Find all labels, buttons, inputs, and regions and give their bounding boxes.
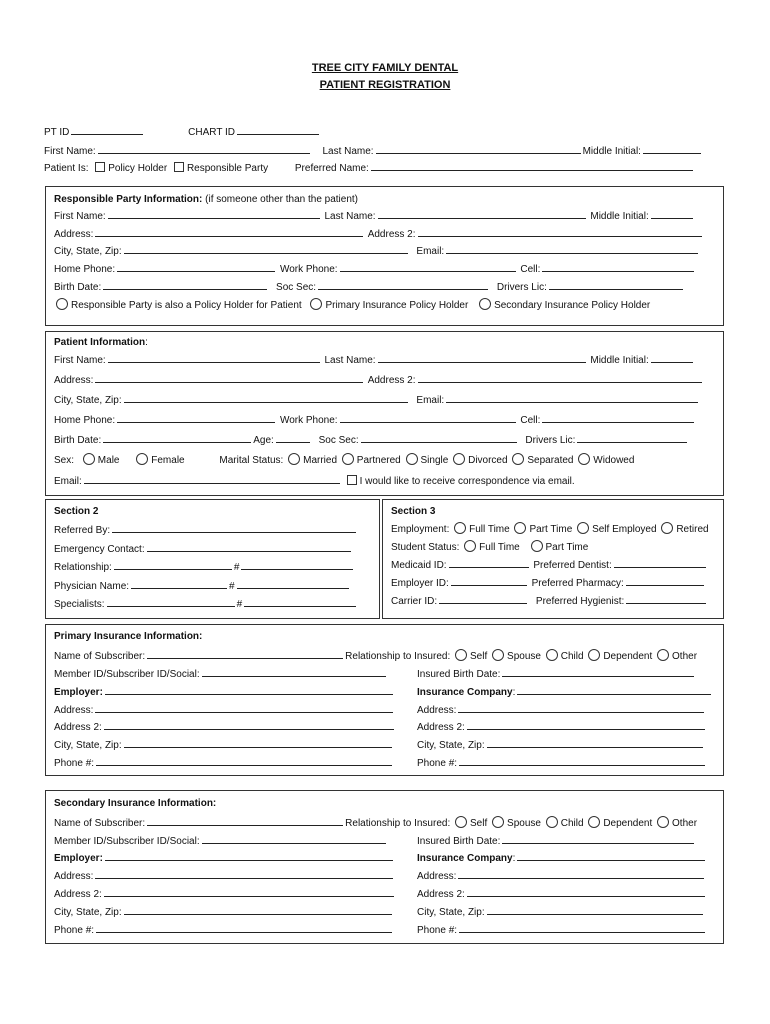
pi-email-label: Email: bbox=[54, 476, 82, 487]
pi-middle-initial-field[interactable] bbox=[651, 353, 693, 363]
p-birth-row bbox=[417, 667, 696, 680]
s-birth-label: Insured Birth Date: bbox=[417, 836, 501, 847]
s-company-row: Insurance Company: bbox=[417, 851, 707, 864]
p-company-field[interactable] bbox=[517, 685, 711, 695]
p-rel-self-label: Self bbox=[470, 651, 488, 662]
p-address-r-label: Address: bbox=[417, 705, 457, 716]
pt-id-label: PT ID bbox=[44, 127, 70, 138]
p-phone-label: Phone #: bbox=[54, 758, 95, 769]
marital-married-label: Married bbox=[303, 455, 338, 466]
rp-heading: Responsible Party Information: bbox=[54, 194, 203, 205]
marital-status-label: Marital Status: bbox=[219, 455, 284, 466]
preferred-hygienist-field[interactable] bbox=[626, 594, 706, 604]
s-phone-r-row bbox=[417, 923, 707, 936]
p-member-id-label: Member ID/Subscriber ID/Social: bbox=[54, 669, 200, 680]
p-city-r-row bbox=[417, 738, 705, 751]
relationship-row bbox=[54, 560, 355, 573]
pi-home-phone-field[interactable] bbox=[117, 413, 275, 423]
pi-last-name-field[interactable] bbox=[378, 353, 586, 363]
pi-address-label: Address: bbox=[54, 375, 94, 386]
student-part-time-radio[interactable] bbox=[531, 540, 543, 552]
p-rel-dependent-label: Dependent bbox=[603, 651, 653, 662]
rp-soc-sec-field[interactable] bbox=[318, 280, 488, 290]
pi-last-name-label: Last Name: bbox=[324, 355, 376, 366]
employment-part-time-radio[interactable] bbox=[514, 522, 526, 534]
p-subscriber-label: Name of Subscriber: bbox=[54, 651, 146, 662]
carrier-id-field[interactable] bbox=[439, 594, 527, 604]
rp-drivers-lic-label: Drivers Lic: bbox=[496, 282, 547, 293]
section-2-heading: Section 2 bbox=[54, 506, 99, 517]
employment-full-time-label: Full Time bbox=[469, 524, 510, 535]
pi-first-name-label: First Name: bbox=[54, 355, 106, 366]
s-employer-row bbox=[54, 851, 395, 864]
pi-work-phone-field[interactable] bbox=[340, 413, 516, 423]
first-name-label: First Name: bbox=[44, 146, 96, 157]
relationship-label: Relationship: bbox=[54, 562, 112, 573]
p-phone-r-label: Phone #: bbox=[417, 758, 458, 769]
s-address-field[interactable] bbox=[95, 869, 393, 879]
p-address2-r-label: Address 2: bbox=[417, 722, 465, 733]
p-birth-field[interactable] bbox=[502, 667, 694, 677]
student-part-time-label: Part Time bbox=[545, 542, 589, 553]
marital-partnered-label: Partnered bbox=[356, 455, 401, 466]
p-relationship-label: Relationship to Insured: bbox=[345, 651, 451, 662]
rp-drivers-lic-field[interactable] bbox=[549, 280, 683, 290]
pi-cell-field[interactable] bbox=[542, 413, 694, 423]
employment-self-radio[interactable] bbox=[577, 522, 589, 534]
rp-address-label: Address: bbox=[54, 229, 94, 240]
s-company-label: Insurance Company bbox=[417, 853, 513, 864]
s-rel-child-label: Child bbox=[560, 818, 584, 829]
pi-email-row bbox=[54, 474, 575, 487]
pi-cell-label: Cell: bbox=[520, 415, 541, 426]
s-address2-label: Address 2: bbox=[54, 889, 102, 900]
p-member-id-field[interactable] bbox=[202, 667, 386, 677]
s-city-row bbox=[54, 905, 394, 918]
rp-city-field[interactable] bbox=[124, 244, 408, 254]
p-address-r-row bbox=[417, 703, 706, 716]
rp-secondary-holder-radio[interactable] bbox=[479, 298, 491, 310]
marital-partnered-radio[interactable] bbox=[342, 453, 354, 465]
specialists-label: Specialists: bbox=[54, 599, 105, 610]
student-full-time-label: Full Time bbox=[479, 542, 520, 553]
p-address-r-field[interactable] bbox=[458, 703, 704, 713]
p-employer-label: Employer: bbox=[54, 687, 103, 698]
s-rel-spouse-label: Spouse bbox=[507, 818, 541, 829]
p-company-label: Insurance Company bbox=[417, 687, 513, 698]
employer-id-row bbox=[391, 576, 706, 589]
policy-holder-checkbox[interactable] bbox=[95, 162, 105, 172]
pi-address2-field[interactable] bbox=[418, 373, 702, 383]
rp-primary-holder-label: Primary Insurance Policy Holder bbox=[325, 300, 469, 311]
pi-age-label: Age: bbox=[253, 435, 274, 446]
p-city-r-label: City, State, Zip: bbox=[417, 740, 485, 751]
referred-by-label: Referred By: bbox=[54, 525, 111, 536]
s-subscriber-row bbox=[54, 816, 697, 829]
pi-address-row bbox=[54, 373, 704, 386]
pi-work-phone-label: Work Phone: bbox=[279, 415, 338, 426]
rp-address-row bbox=[54, 227, 704, 240]
s-rel-self-radio[interactable] bbox=[455, 816, 467, 828]
p-rel-other-label: Other bbox=[672, 651, 698, 662]
physician-row bbox=[54, 579, 351, 592]
preferred-dentist-field[interactable] bbox=[614, 558, 706, 568]
p-city-field[interactable] bbox=[124, 738, 392, 748]
pi-sex-row bbox=[54, 453, 634, 466]
s-address2-row bbox=[54, 887, 396, 900]
p-rel-dependent-radio[interactable] bbox=[588, 649, 600, 661]
s-address-r-label: Address: bbox=[417, 871, 457, 882]
p-member-row bbox=[54, 667, 388, 680]
p-address2-field[interactable] bbox=[104, 720, 394, 730]
s-relationship-label: Relationship to Insured: bbox=[345, 818, 451, 829]
policy-holder-label: Policy Holder bbox=[108, 163, 168, 174]
email-consent-checkbox[interactable] bbox=[347, 475, 357, 485]
s-rel-self-label: Self bbox=[470, 818, 488, 829]
s-rel-spouse-radio[interactable] bbox=[492, 816, 504, 828]
pi-home-phone-label: Home Phone: bbox=[54, 415, 116, 426]
relationship-field[interactable] bbox=[114, 560, 232, 570]
p-rel-spouse-label: Spouse bbox=[507, 651, 541, 662]
rp-cell-label: Cell: bbox=[520, 264, 541, 275]
chart-id-field[interactable] bbox=[237, 125, 319, 135]
s-rel-child-radio[interactable] bbox=[546, 816, 558, 828]
rp-first-name-label: First Name: bbox=[54, 211, 106, 222]
physician-phone-field[interactable] bbox=[237, 579, 349, 589]
student-full-time-radio[interactable] bbox=[464, 540, 476, 552]
s-birth-row bbox=[417, 834, 696, 847]
rp-city-row bbox=[54, 244, 700, 257]
p-subscriber-row bbox=[54, 649, 697, 662]
pt-id-row bbox=[44, 125, 321, 138]
pi-birth-date-label: Birth Date: bbox=[54, 435, 102, 446]
s-phone-label: Phone #: bbox=[54, 925, 95, 936]
rp-primary-holder-radio[interactable] bbox=[310, 298, 322, 310]
chart-id-label: CHART ID bbox=[188, 127, 236, 138]
p-phone-row bbox=[54, 756, 394, 769]
emergency-row bbox=[54, 542, 353, 555]
emergency-contact-label: Emergency Contact: bbox=[54, 544, 145, 555]
p-city-row bbox=[54, 738, 394, 751]
s-phone-r-field[interactable] bbox=[459, 923, 705, 933]
rp-soc-sec-label: Soc Sec: bbox=[276, 282, 317, 293]
s-address2-r-label: Address 2: bbox=[417, 889, 465, 900]
responsible-party-label: Responsible Party bbox=[186, 163, 269, 174]
form-subtitle: PATIENT REGISTRATION bbox=[319, 79, 451, 91]
s-subscriber-field[interactable] bbox=[147, 816, 343, 826]
physician-name-field[interactable] bbox=[131, 579, 227, 589]
p-city-label: City, State, Zip: bbox=[54, 740, 122, 751]
rp-city-label: City, State, Zip: bbox=[54, 246, 122, 257]
marital-married-radio[interactable] bbox=[288, 453, 300, 465]
rp-options-row bbox=[54, 298, 650, 311]
p-rel-self-radio[interactable] bbox=[455, 649, 467, 661]
s-address2-field[interactable] bbox=[104, 887, 394, 897]
medicaid-id-field[interactable] bbox=[449, 558, 529, 568]
s-address2-r-field[interactable] bbox=[467, 887, 705, 897]
preferred-pharmacy-label: Preferred Pharmacy: bbox=[531, 578, 624, 589]
employment-self-label: Self Employed bbox=[592, 524, 657, 535]
rp-address-field[interactable] bbox=[95, 227, 363, 237]
middle-initial-field[interactable] bbox=[643, 144, 701, 154]
employment-part-time-label: Part Time bbox=[529, 524, 573, 535]
pi-soc-sec-label: Soc Sec: bbox=[318, 435, 359, 446]
s-phone-row bbox=[54, 923, 394, 936]
p-rel-child-label: Child bbox=[560, 651, 584, 662]
s-member-id-field[interactable] bbox=[202, 834, 386, 844]
rp-work-phone-label: Work Phone: bbox=[279, 264, 338, 275]
pi-email-field[interactable] bbox=[84, 474, 340, 484]
secondary-insurance-heading: Secondary Insurance Information: bbox=[54, 798, 217, 809]
specialists-field[interactable] bbox=[107, 597, 235, 607]
rp-middle-initial-field[interactable] bbox=[651, 209, 693, 219]
s-address-r-field[interactable] bbox=[458, 869, 704, 879]
s-company-field[interactable] bbox=[517, 851, 705, 861]
preferred-name-field[interactable] bbox=[371, 161, 693, 171]
p-birth-label: Insured Birth Date: bbox=[417, 669, 501, 680]
s-rel-dependent-label: Dependent bbox=[603, 818, 653, 829]
s-member-id-label: Member ID/Subscriber ID/Social: bbox=[54, 836, 200, 847]
p-city-r-field[interactable] bbox=[487, 738, 703, 748]
s-rel-dependent-radio[interactable] bbox=[588, 816, 600, 828]
marital-widowed-radio[interactable] bbox=[578, 453, 590, 465]
rp-cell-field[interactable] bbox=[542, 262, 694, 272]
s-city-field[interactable] bbox=[124, 905, 392, 915]
s-phone-r-label: Phone #: bbox=[417, 925, 458, 936]
medicaid-id-label: Medicaid ID: bbox=[391, 560, 447, 571]
relationship-hash: # bbox=[233, 562, 240, 573]
pi-email2-label: Email: bbox=[416, 395, 445, 406]
pi-city-field[interactable] bbox=[124, 393, 408, 403]
last-name-label: Last Name: bbox=[322, 146, 374, 157]
specialists-hash: # bbox=[236, 599, 243, 610]
rp-birth-date-label: Birth Date: bbox=[54, 282, 102, 293]
rp-address2-label: Address 2: bbox=[367, 229, 416, 240]
medicaid-row bbox=[391, 558, 708, 571]
p-address-label: Address: bbox=[54, 705, 94, 716]
employment-row bbox=[391, 522, 709, 535]
p-address-field[interactable] bbox=[95, 703, 393, 713]
marital-separated-radio[interactable] bbox=[512, 453, 524, 465]
p-company-row: Insurance Company: bbox=[417, 685, 713, 698]
rp-heading-note: (if someone other than the patient) bbox=[205, 194, 359, 205]
s-city-r-field[interactable] bbox=[487, 905, 703, 915]
pi-heading: Patient Information bbox=[54, 337, 146, 348]
rp-also-policy-holder-radio[interactable] bbox=[56, 298, 68, 310]
s-city-label: City, State, Zip: bbox=[54, 907, 122, 918]
rp-address2-field[interactable] bbox=[418, 227, 702, 237]
preferred-dentist-label: Preferred Dentist: bbox=[533, 560, 612, 571]
s-subscriber-label: Name of Subscriber: bbox=[54, 818, 146, 829]
employment-retired-label: Retired bbox=[676, 524, 709, 535]
sex-male-radio[interactable] bbox=[83, 453, 95, 465]
p-phone-r-row bbox=[417, 756, 707, 769]
student-status-label: Student Status: bbox=[391, 542, 460, 553]
rp-birth-row bbox=[54, 280, 685, 293]
rp-email-label: Email: bbox=[416, 246, 445, 257]
responsible-party-checkbox[interactable] bbox=[174, 162, 184, 172]
p-rel-child-radio[interactable] bbox=[546, 649, 558, 661]
rp-last-name-label: Last Name: bbox=[324, 211, 376, 222]
sex-female-label: Female bbox=[151, 455, 185, 466]
section-3-heading: Section 3 bbox=[391, 506, 436, 517]
marital-single-label: Single bbox=[420, 455, 449, 466]
preferred-name-label: Preferred Name: bbox=[294, 163, 369, 174]
marital-divorced-label: Divorced bbox=[468, 455, 508, 466]
p-subscriber-field[interactable] bbox=[147, 649, 343, 659]
pi-age-field[interactable] bbox=[276, 433, 310, 443]
pi-city-row bbox=[54, 393, 700, 406]
s-employer-field[interactable] bbox=[105, 851, 393, 861]
carrier-id-row bbox=[391, 594, 708, 607]
pi-first-name-field[interactable] bbox=[108, 353, 320, 363]
pi-name-row bbox=[54, 353, 695, 366]
pi-middle-initial-label: Middle Initial: bbox=[590, 355, 649, 366]
s-address-label: Address: bbox=[54, 871, 94, 882]
employment-label: Employment: bbox=[391, 524, 450, 535]
p-rel-spouse-radio[interactable] bbox=[492, 649, 504, 661]
pi-address-field[interactable] bbox=[95, 373, 363, 383]
first-name-field[interactable] bbox=[98, 144, 310, 154]
specialists-phone-field[interactable] bbox=[244, 597, 356, 607]
physician-name-label: Physician Name: bbox=[54, 581, 130, 592]
emergency-contact-field[interactable] bbox=[147, 542, 351, 552]
s-phone-field[interactable] bbox=[96, 923, 392, 933]
student-row bbox=[391, 540, 588, 553]
rp-birth-date-field[interactable] bbox=[103, 280, 267, 290]
marital-separated-label: Separated bbox=[527, 455, 574, 466]
name-row bbox=[44, 144, 703, 157]
s-rel-other-label: Other bbox=[672, 818, 698, 829]
pi-phone-row bbox=[54, 413, 696, 426]
rp-email-field[interactable] bbox=[446, 244, 698, 254]
rp-name-row bbox=[54, 209, 695, 222]
s-address-row bbox=[54, 869, 395, 882]
p-employer-row bbox=[54, 685, 395, 698]
form-title: TREE CITY FAMILY DENTAL bbox=[311, 62, 459, 74]
rp-secondary-holder-label: Secondary Insurance Policy Holder bbox=[494, 300, 651, 311]
s-rel-other-radio[interactable] bbox=[657, 816, 669, 828]
pi-sex-label: Sex: bbox=[54, 455, 75, 466]
marital-divorced-radio[interactable] bbox=[453, 453, 465, 465]
p-address2-r-field[interactable] bbox=[467, 720, 705, 730]
marital-single-radio[interactable] bbox=[406, 453, 418, 465]
pi-address2-label: Address 2: bbox=[367, 375, 416, 386]
pt-id-field[interactable] bbox=[71, 125, 143, 135]
p-address2-label: Address 2: bbox=[54, 722, 102, 733]
rp-home-phone-label: Home Phone: bbox=[54, 264, 116, 275]
last-name-field[interactable] bbox=[376, 144, 581, 154]
pi-drivers-lic-label: Drivers Lic: bbox=[525, 435, 576, 446]
email-consent-label: I would like to receive correspondence via email. bbox=[359, 476, 575, 487]
primary-insurance-section bbox=[45, 624, 724, 776]
referred-by-row bbox=[54, 523, 358, 536]
p-address2-row bbox=[54, 720, 396, 733]
rp-phone-row bbox=[54, 262, 696, 275]
s-address2-r-row bbox=[417, 887, 707, 900]
secondary-insurance-section bbox=[45, 790, 724, 944]
rp-home-phone-field[interactable] bbox=[117, 262, 275, 272]
employer-id-field[interactable] bbox=[451, 576, 527, 586]
s-address-r-row bbox=[417, 869, 706, 882]
pi-birth-row bbox=[54, 433, 689, 446]
s-employer-label: Employer: bbox=[54, 853, 103, 864]
relationship-phone-field[interactable] bbox=[241, 560, 353, 570]
pi-birth-date-field[interactable] bbox=[103, 433, 251, 443]
preferred-hygienist-label: Preferred Hygienist: bbox=[535, 596, 625, 607]
employment-full-time-radio[interactable] bbox=[454, 522, 466, 534]
pi-email2-field[interactable] bbox=[446, 393, 698, 403]
marital-widowed-label: Widowed bbox=[593, 455, 635, 466]
p-address-row bbox=[54, 703, 395, 716]
rp-work-phone-field[interactable] bbox=[340, 262, 516, 272]
primary-insurance-heading: Primary Insurance Information: bbox=[54, 631, 203, 642]
preferred-pharmacy-field[interactable] bbox=[626, 576, 704, 586]
p-address2-r-row bbox=[417, 720, 707, 733]
employment-retired-radio[interactable] bbox=[661, 522, 673, 534]
rp-last-name-field[interactable] bbox=[378, 209, 586, 219]
pi-heading-row: Patient Information: bbox=[54, 337, 148, 348]
employer-id-label: Employer ID: bbox=[391, 578, 449, 589]
specialists-row bbox=[54, 597, 358, 610]
p-rel-other-radio[interactable] bbox=[657, 649, 669, 661]
p-employer-field[interactable] bbox=[105, 685, 393, 695]
p-phone-r-field[interactable] bbox=[459, 756, 705, 766]
sex-male-label: Male bbox=[97, 455, 120, 466]
s-member-row bbox=[54, 834, 388, 847]
rp-also-policy-holder-label: Responsible Party is also a Policy Holder for Patient bbox=[71, 300, 302, 311]
patient-is-row bbox=[44, 161, 695, 174]
s-city-r-label: City, State, Zip: bbox=[417, 907, 485, 918]
rp-heading-row bbox=[54, 194, 358, 205]
pi-soc-sec-field[interactable] bbox=[361, 433, 517, 443]
pi-drivers-lic-field[interactable] bbox=[577, 433, 687, 443]
s-birth-field[interactable] bbox=[502, 834, 694, 844]
physician-hash: # bbox=[229, 581, 235, 592]
s-city-r-row bbox=[417, 905, 705, 918]
sex-female-radio[interactable] bbox=[136, 453, 148, 465]
patient-is-label: Patient Is: bbox=[44, 163, 89, 174]
carrier-id-label: Carrier ID: bbox=[391, 596, 438, 607]
referred-by-field[interactable] bbox=[112, 523, 356, 533]
middle-initial-label: Middle Initial: bbox=[582, 146, 641, 157]
pi-city-label: City, State, Zip: bbox=[54, 395, 122, 406]
rp-middle-initial-label: Middle Initial: bbox=[590, 211, 649, 222]
rp-first-name-field[interactable] bbox=[108, 209, 320, 219]
p-phone-field[interactable] bbox=[96, 756, 392, 766]
